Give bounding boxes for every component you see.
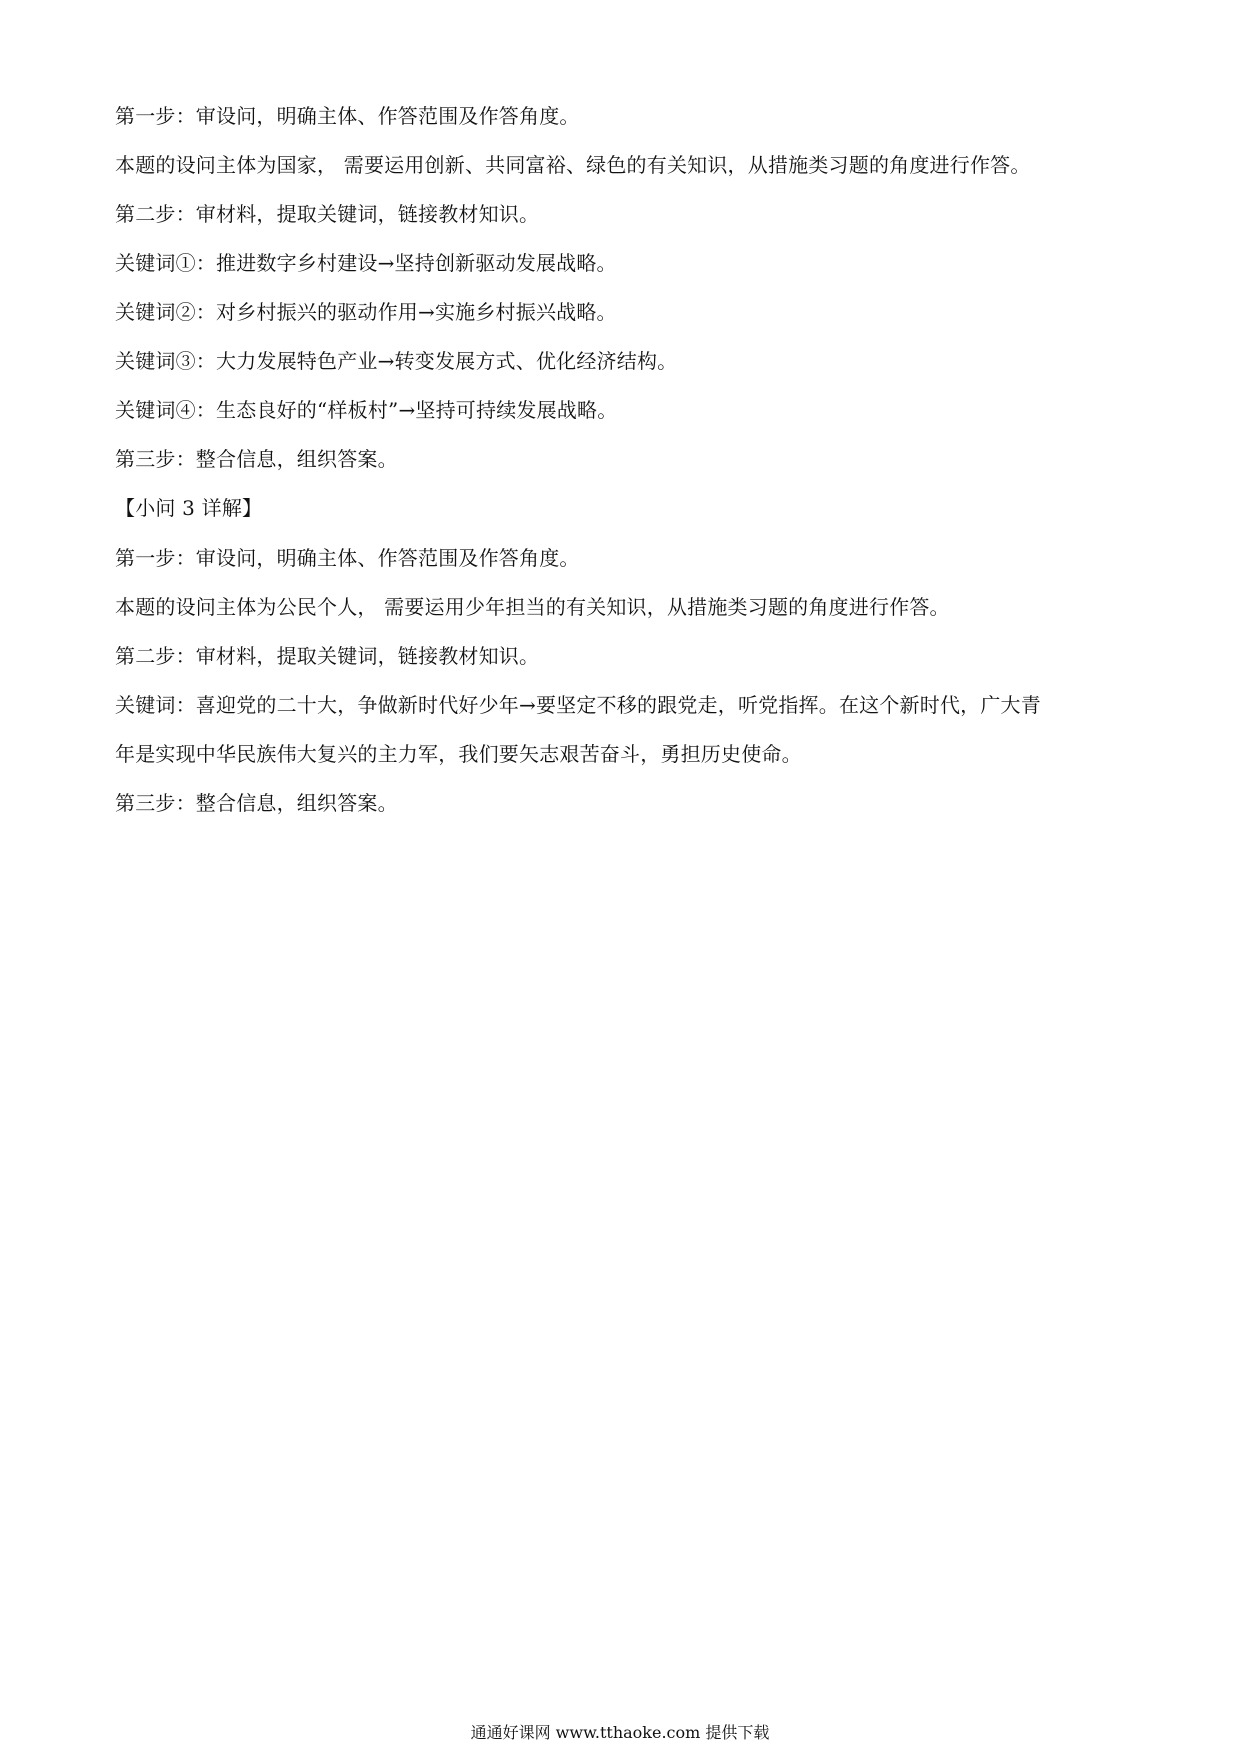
- keyword-one-line: 关键词①：推进数字乡村建设→坚持创新驱动发展战略。: [115, 251, 617, 275]
- step-one-line: 第一步：审设问，明确主体、作答范围及作答角度。: [115, 104, 580, 128]
- step-two-line: 第二步：审材料，提取关键词，链接教材知识。: [115, 202, 540, 226]
- question-subject-line: 本题的设问主体为公民个人， 需要运用少年担当的有关知识，从措施类习题的角度进行作答。: [115, 595, 950, 619]
- question-subject-line: 本题的设问主体为国家， 需要运用创新、共同富裕、绿色的有关知识，从措施类习题的角度进行作答。: [115, 153, 1031, 177]
- keyword-line: 关键词：喜迎党的二十大，争做新时代好少年→要坚定不移的跟党走，听党指挥。在这个新时代，广大青: [115, 693, 1041, 717]
- footer-source-text: 通通好课网 www.tthaoke.com 提供下载: [470, 1723, 770, 1742]
- step-two-line: 第二步：审材料，提取关键词，链接教材知识。: [115, 644, 540, 668]
- step-three-line: 第三步：整合信息，组织答案。: [115, 791, 398, 815]
- step-three-line: 第三步：整合信息，组织答案。: [115, 447, 398, 471]
- keyword-line-continuation: 年是实现中华民族伟大复兴的主力军，我们要矢志艰苦奋斗，勇担历史使命。: [115, 742, 802, 766]
- step-one-line: 第一步：审设问，明确主体、作答范围及作答角度。: [115, 546, 580, 570]
- keyword-two-line: 关键词②：对乡村振兴的驱动作用→实施乡村振兴战略。: [115, 300, 617, 324]
- keyword-three-line: 关键词③：大力发展特色产业→转变发展方式、优化经济结构。: [115, 349, 678, 373]
- keyword-four-line: 关键词④：生态良好的“样板村”→坚持可持续发展战略。: [115, 398, 618, 422]
- section-heading: 【小问 3 详解】: [115, 496, 263, 520]
